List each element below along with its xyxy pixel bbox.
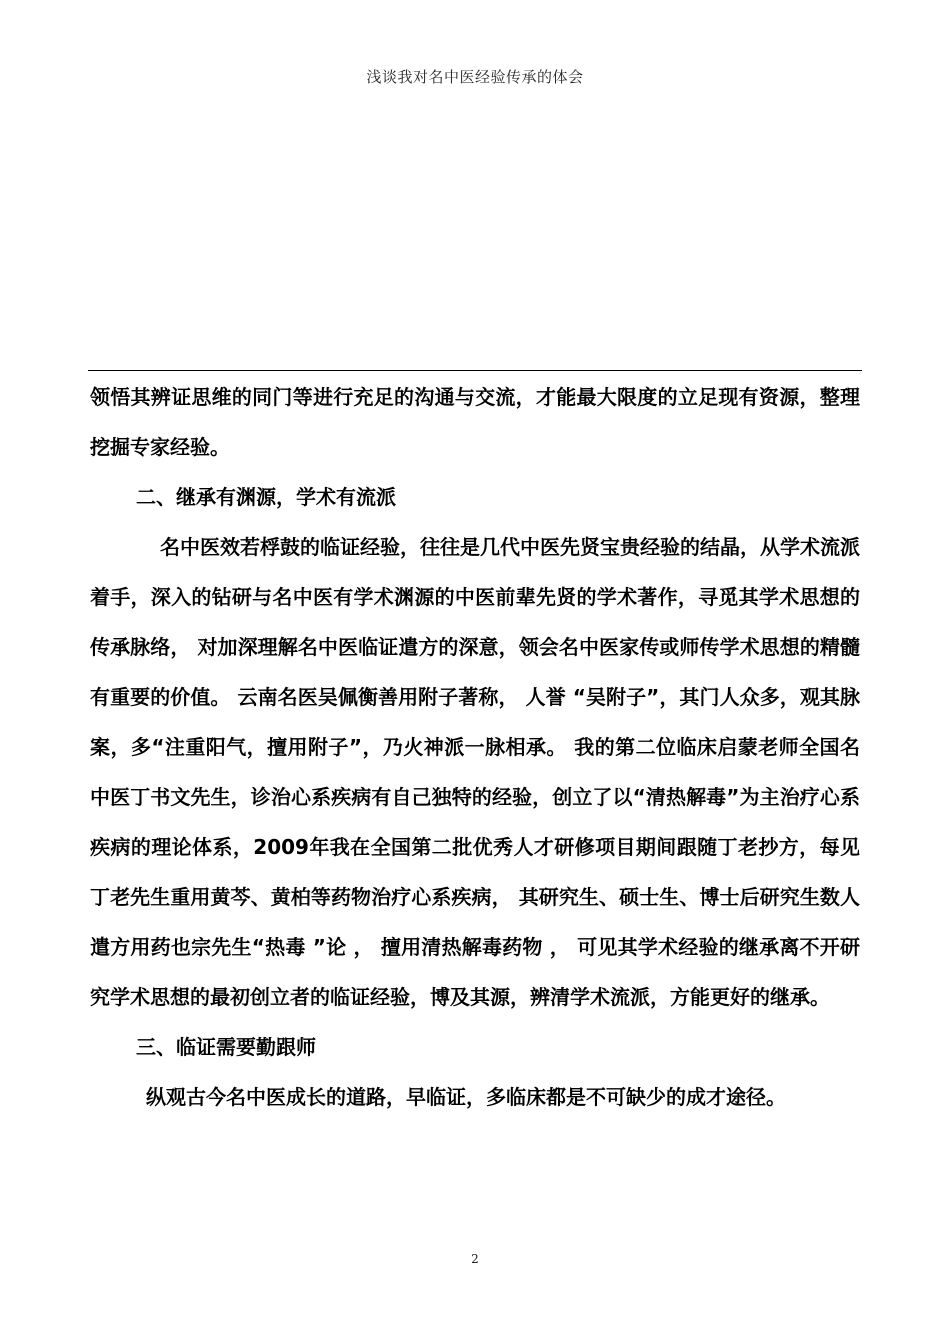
- paragraph-clinical-practice: 纵观古今名中医成长的道路，早临证，多临床都是不可缺少的成才途径。: [146, 1085, 786, 1109]
- paragraph-lineage: 名中医效若桴鼓的临证经验，往往是几代中医先贤宝贵经验的结晶，从学术流派着手，深入的钻研与名中医有学术渊源的中医前辈先贤的学术著作，寻觅其学术思想的传承脉络， 对加深理解名中医临证遣方的深意，领会名中医家传或师传学术思想的精髓有重要的价值。 云南名医吴佩衡善用附子著称， 人誉 “吴附子”，其门人众多，观其脉案，多“注重阳气，擅用附子”，乃火神派一脉相承。 我的第二位临床启蒙老师全国名中医丁书文先生，诊治心系疾病有自己独特的经验，创立了以“清热解毒”为主治疗心系疾病的理论体系，2009年我在全国第二批优秀人才研修项目期间跟随丁老抄方，每见丁老先生重用黄芩、黄柏等药物治疗心系疾病， 其研究生、硕士生、博士后研究生数人遣方用药也宗先生“热毒 ”论 ， 擅用清热解毒药物 ， 可见其学术经验的继承离不开研究学术思想的最初创立者的临证经验，博及其源，辨清学术流派，方能更好的继承。: [90, 535, 860, 1009]
- section-heading-2: 二、继承有渊源，学术有流派: [136, 485, 396, 509]
- section-heading-3: 三、临证需要勤跟师: [136, 1035, 316, 1059]
- running-header: 浅谈我对名中医经验传承的体会: [366, 68, 584, 86]
- header-rule: [88, 370, 862, 371]
- document-body: [90, 372, 860, 1122]
- page-number: 2: [471, 1252, 479, 1266]
- paragraph-continuation: 领悟其辨证思维的同门等进行充足的沟通与交流，才能最大限度的立足现有资源，整理挖掘专家经验。: [90, 385, 860, 459]
